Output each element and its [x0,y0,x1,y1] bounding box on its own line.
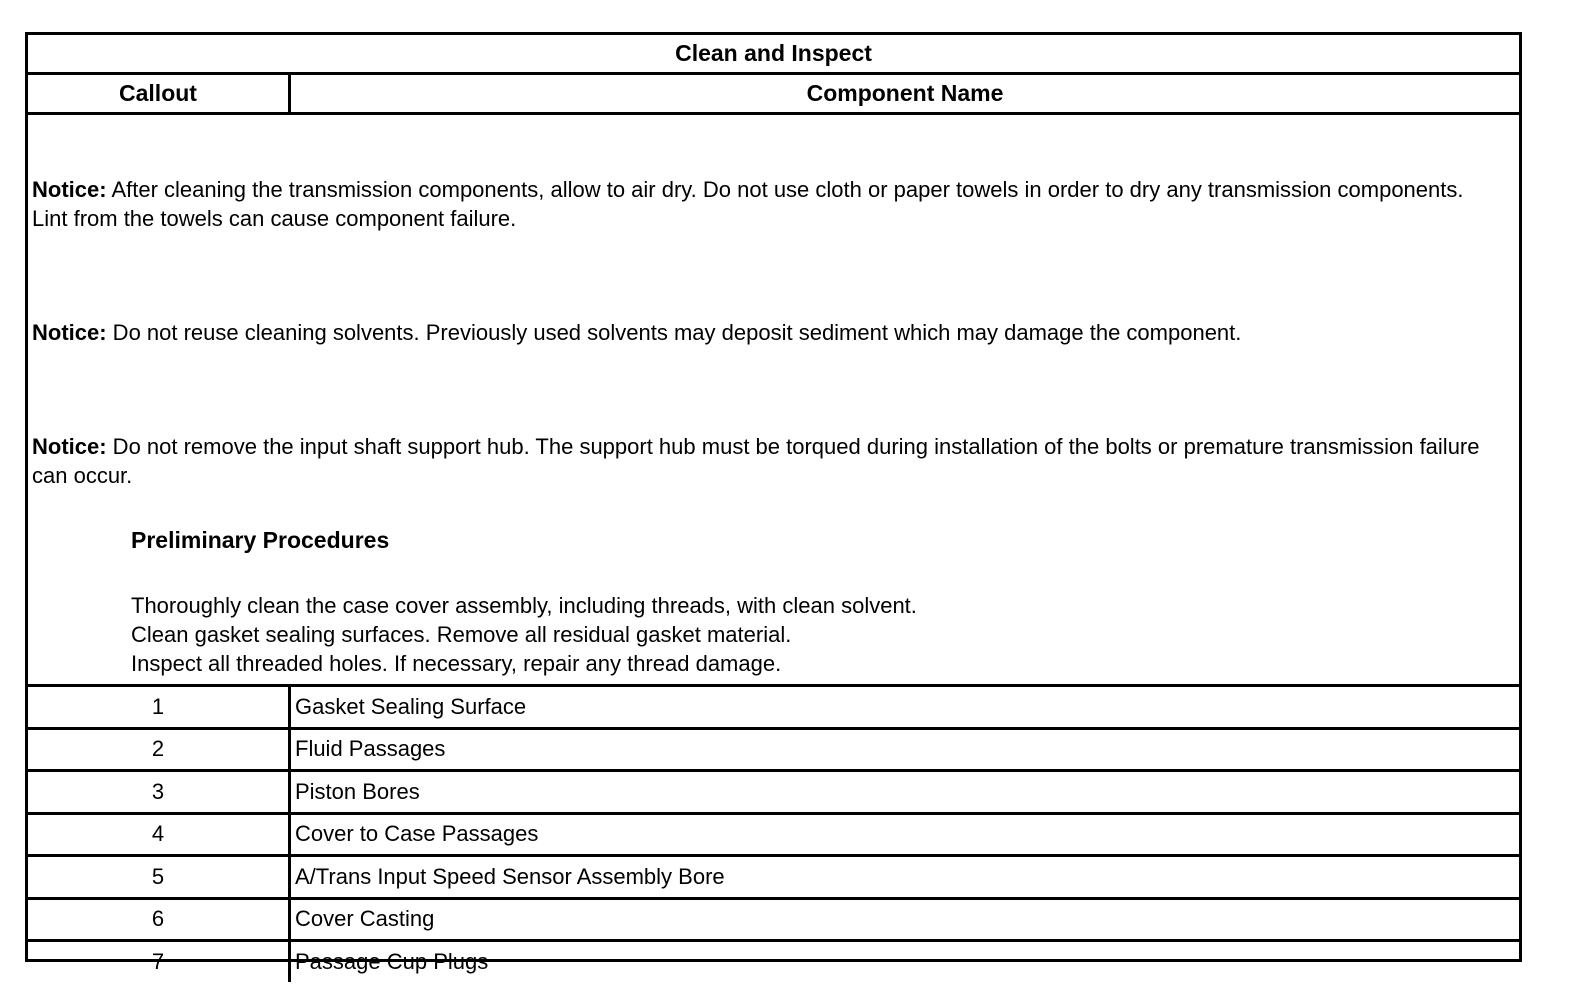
component-name-header: Component Name [806,80,1004,106]
notice-3 [32,432,1501,490]
callout-cell: 3 [28,772,291,812]
table-row [28,857,1519,900]
table-row [28,772,1519,815]
callout-header: Callout [28,75,291,112]
callout-cell: 5 [28,857,291,897]
notice-text: Do not remove the input shaft support hub. The support hub must be torqued during installation of the bolts or premature transmission failure can occur. [32,434,1480,488]
component-name-cell: Cover Casting [295,906,435,932]
preliminary-procedures-list [131,591,917,678]
notes-section [28,115,1519,687]
notice-1 [32,175,1501,233]
table-row [28,687,1519,730]
notice-2 [32,318,1501,347]
notice-label: Notice: [32,320,107,345]
component-name-cell: Fluid Passages [295,736,446,762]
header-row [28,75,1519,115]
callout-cell: 2 [28,730,291,770]
procedure-line: Thoroughly clean the case cover assembly, including threads, with clean solvent. [131,593,917,618]
table-row [28,730,1519,773]
notice-label: Notice: [32,434,107,459]
notice-text: Do not reuse cleaning solvents. Previously used solvents may deposit sediment which may damage the component. [106,320,1242,345]
callout-cell: 6 [28,900,291,940]
component-list [28,687,1519,982]
component-name-cell: A/Trans Input Speed Sensor Assembly Bore [295,863,725,889]
clean-inspect-table [25,32,1522,974]
component-name-cell: Passage Cup Plugs [295,948,489,974]
callout-cell: 4 [28,815,291,855]
callout-cell: 7 [28,942,291,982]
preliminary-procedures-title: Preliminary Procedures [131,527,390,553]
notice-label: Notice: [32,177,107,202]
table-row [28,900,1519,943]
procedure-line: Clean gasket sealing surfaces. Remove all residual gasket material. [131,622,792,647]
component-name-cell: Cover to Case Passages [295,821,539,847]
procedure-line: Inspect all threaded holes. If necessary, repair any thread damage. [131,651,782,676]
table-row [28,942,1519,982]
notice-text: After cleaning the transmission components, allow to air dry. Do not use cloth or paper towels in order to dry any transmission components. Lint from the towels can cause component failure. [32,177,1464,231]
table-row [28,815,1519,858]
callout-cell: 1 [28,687,291,727]
component-name-cell: Gasket Sealing Surface [295,693,527,719]
table-title: Clean and Inspect [28,35,1519,75]
component-name-cell: Piston Bores [295,778,420,804]
